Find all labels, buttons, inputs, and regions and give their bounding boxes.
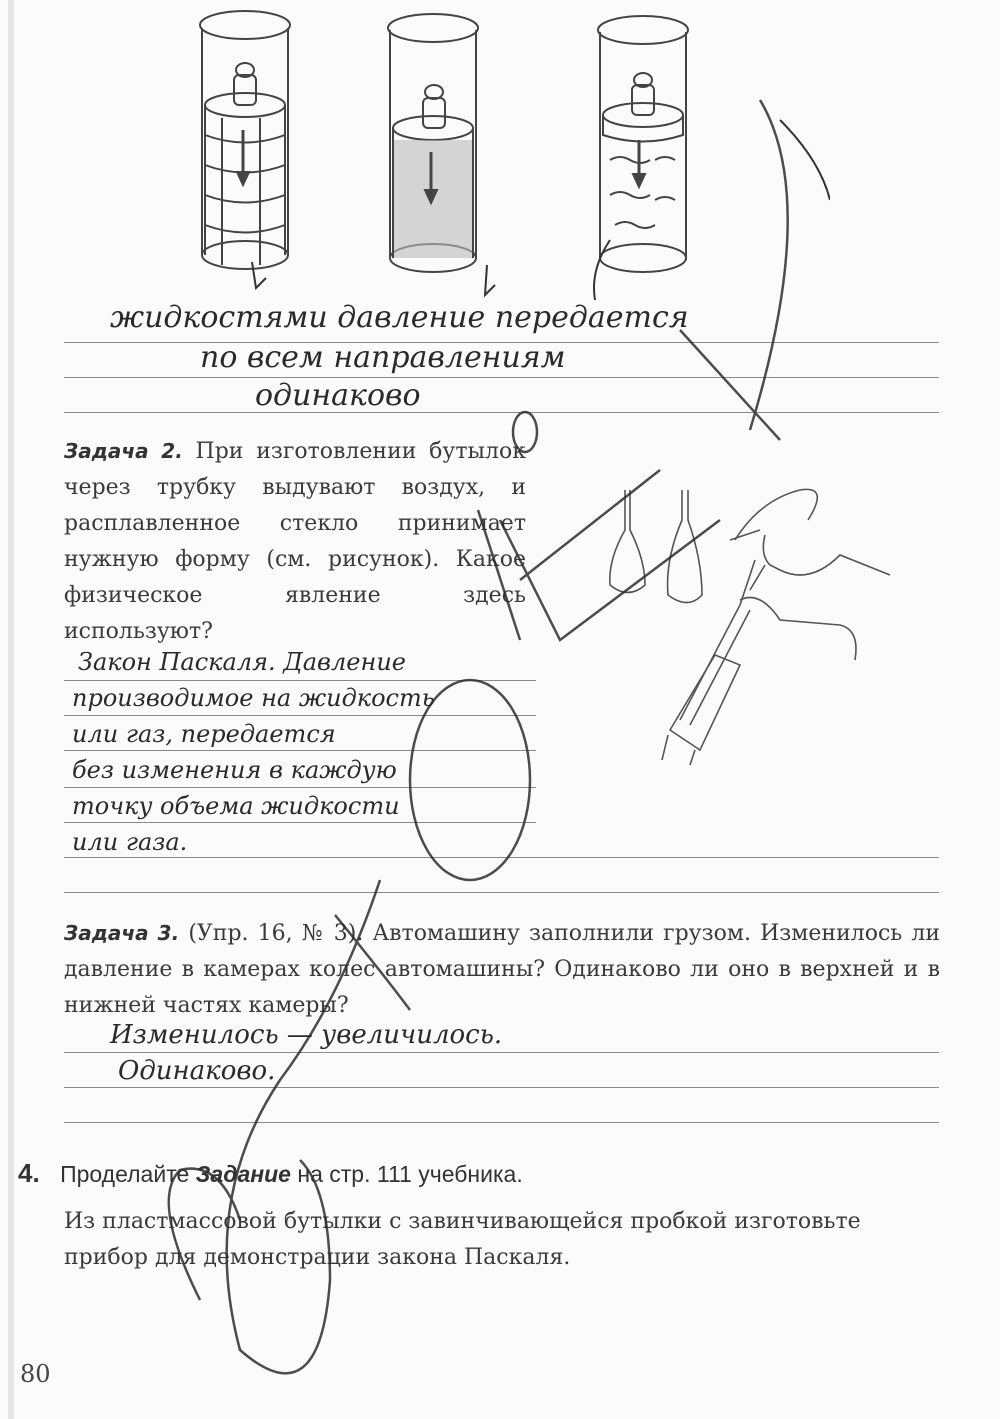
handwritten-line: без изменения в каждую	[72, 756, 397, 784]
task3-text: (Упр. 16, № 3). Автомашину заполнили грузом. Изменилось ли давление в камерах колес автомашины? Одинаково ли оно в верхней и в нижней частях камеры?	[64, 921, 941, 1018]
handwritten-line: или газа.	[72, 828, 188, 856]
handwritten-line: или газ, передается	[72, 720, 336, 748]
ruled-line	[64, 892, 939, 893]
task3-label: Задача 3.	[64, 921, 180, 945]
handwritten-line: по всем направлениям	[200, 340, 566, 375]
task4-number: 4.	[18, 1158, 40, 1188]
ruled-line	[64, 412, 939, 413]
task4-suffix: на стр. 111 учебника.	[297, 1161, 523, 1187]
solid-body-cylinder-icon	[200, 11, 290, 269]
handwritten-line: производимое на жидкость	[72, 684, 435, 712]
task2-prompt	[64, 433, 526, 650]
ruled-line	[64, 1052, 939, 1053]
granular-cylinder-icon	[388, 14, 478, 272]
task4-body: Из пластмассовой бутылки с завинчивающейся пробкой изготовьте прибор для демонстрации закона Паскаля.	[64, 1209, 861, 1270]
ruled-line	[64, 1122, 939, 1123]
ruled-line	[64, 750, 536, 751]
task4-heading	[18, 1158, 523, 1189]
ruled-line	[64, 822, 536, 823]
handwritten-line: жидкостями давление передается	[110, 300, 689, 335]
scan-edge	[8, 0, 14, 1419]
ruled-line	[64, 680, 536, 681]
liquid-cylinder-icon	[598, 16, 688, 272]
page-number: 80	[20, 1360, 51, 1388]
task4-emphasis: Задание	[195, 1161, 291, 1187]
pressure-cylinders-figure	[190, 0, 830, 300]
handwritten-line: Одинаково.	[118, 1056, 276, 1086]
task2-label: Задача 2.	[64, 439, 183, 463]
handwritten-line: Закон Паскаля. Давление	[78, 648, 406, 676]
bottle-blank-icon	[610, 490, 645, 593]
glassblower-illustration	[590, 460, 890, 780]
bottle-blank-icon	[668, 490, 702, 603]
handwritten-line: одинаково	[255, 378, 421, 413]
task2-text: При изготовлении бутылок через трубку выдувают воздух, и расплавленное стекло принимает нужную форму (см. рисунок). Какое физическое явление здесь используют?	[64, 439, 526, 644]
task3-prompt	[64, 915, 940, 1024]
ruled-line	[64, 1087, 939, 1088]
ruled-line	[64, 787, 536, 788]
ruled-line	[64, 377, 939, 378]
task4-prefix: Проделайте	[60, 1161, 190, 1187]
ruled-line	[64, 857, 939, 858]
ruled-line	[64, 715, 536, 716]
handwritten-line: Изменилось — увеличилось.	[110, 1020, 503, 1050]
handwritten-line: точку объема жидкости	[72, 792, 400, 820]
